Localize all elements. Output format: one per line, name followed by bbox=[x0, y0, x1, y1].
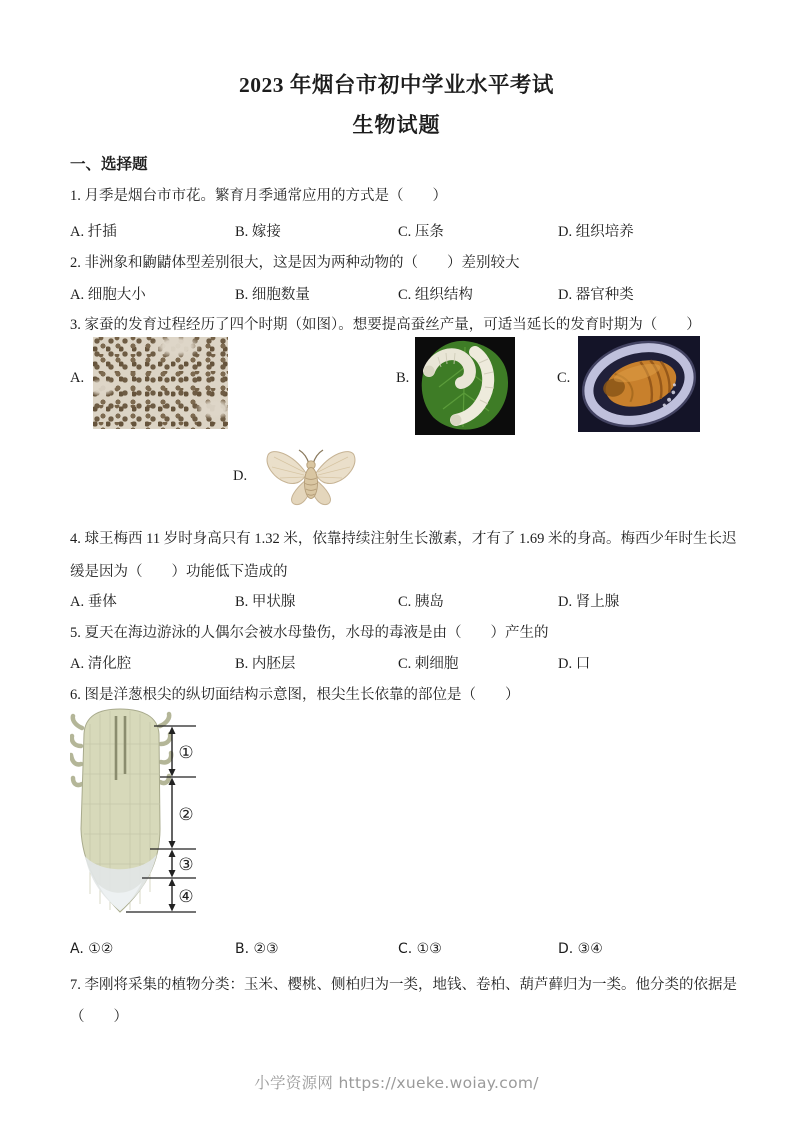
question-1-option-d: D. 组织培养 bbox=[558, 224, 634, 240]
question-5-option-a: A. 清化腔 bbox=[70, 656, 132, 672]
silkworm-moth-image bbox=[262, 445, 360, 507]
question-1-options bbox=[70, 220, 740, 241]
root-zone-label-2: ② bbox=[178, 805, 194, 825]
paper-title: 2023 年烟台市初中学业水平考试 bbox=[239, 73, 554, 97]
question-6-text: 6. 图是洋葱根尖的纵切面结构示意图，根尖生长依靠的部位是（ ） bbox=[70, 687, 520, 703]
question-5-options bbox=[70, 652, 740, 673]
question-2-text: 2. 非洲象和鼩鼱体型差别很大，这是因为两种动物的（ ）差别较大 bbox=[70, 255, 520, 271]
image-label-b: B. bbox=[396, 370, 410, 386]
question-6-options bbox=[70, 941, 740, 957]
image-label-d: D. bbox=[233, 468, 248, 484]
silkworm-larvae-image bbox=[415, 337, 515, 435]
question-6-option-d: D. ③④ bbox=[558, 941, 603, 957]
question-1-option-c: C. 压条 bbox=[398, 224, 444, 240]
question-6-option-c: C. ①③ bbox=[398, 941, 442, 957]
question-4-text-line1: 4. 球王梅西 11 岁时身高只有 1.32 米，依靠持续注射生长激素，才有了 1.69 米的身高。梅西少年时生长迟 bbox=[70, 531, 737, 547]
question-1-option-b: B. 嫁接 bbox=[235, 224, 281, 240]
question-4-text-line2: 缓是因为（ ）功能低下造成的 bbox=[70, 564, 288, 580]
silkworm-pupa-image bbox=[578, 336, 700, 432]
silkworm-eggs-image bbox=[93, 337, 228, 429]
question-4-option-b: B. 甲状腺 bbox=[235, 594, 296, 610]
question-2-options bbox=[70, 283, 740, 304]
root-zone-label-1: ① bbox=[178, 743, 194, 763]
question-5-option-d: D. 口 bbox=[558, 656, 591, 672]
footer-site-url[interactable]: https://xueke.woiay.com/ bbox=[338, 1074, 539, 1092]
question-2-option-a: A. 细胞大小 bbox=[70, 287, 146, 303]
onion-root-tip-diagram bbox=[70, 704, 198, 919]
image-label-a: A. bbox=[70, 370, 85, 386]
question-2-option-d: D. 器官种类 bbox=[558, 287, 634, 303]
question-4-option-d: D. 肾上腺 bbox=[558, 594, 620, 610]
footer-site-name: 小学资源网 bbox=[254, 1074, 334, 1092]
question-4-option-c: C. 胰岛 bbox=[398, 594, 444, 610]
question-7-text-line1: 7. 李刚将采集的植物分类：玉米、樱桃、侧柏归为一类，地钱、卷柏、葫芦藓归为一类。他分类的依据是 bbox=[70, 977, 737, 993]
question-3-text: 3. 家蚕的发育过程经历了四个时期（如图）。想要提高蚕丝产量，可适当延长的发育时期为（ ） bbox=[70, 317, 701, 333]
question-4-options bbox=[70, 590, 740, 611]
paper-subtitle: 生物试题 bbox=[352, 113, 441, 137]
question-5-text: 5. 夏天在海边游泳的人偶尔会被水母蛰伤，水母的毒液是由（ ）产生的 bbox=[70, 625, 549, 641]
question-4-option-a: A. 垂体 bbox=[70, 594, 117, 610]
question-2-option-b: B. 细胞数量 bbox=[235, 287, 310, 303]
root-zone-label-3: ③ bbox=[178, 855, 194, 875]
question-5-option-c: C. 刺细胞 bbox=[398, 656, 459, 672]
question-1-option-a: A. 扦插 bbox=[70, 224, 117, 240]
section-heading: 一、选择题 bbox=[70, 156, 148, 173]
question-6-option-a: A. ①② bbox=[70, 941, 114, 957]
image-label-c: C. bbox=[557, 370, 571, 386]
question-6-option-b: B. ②③ bbox=[235, 941, 279, 957]
footer-watermark bbox=[0, 1071, 793, 1093]
question-2-option-c: C. 组织结构 bbox=[398, 287, 473, 303]
question-5-option-b: B. 内胚层 bbox=[235, 656, 296, 672]
question-1-text: 1. 月季是烟台市市花。繁育月季通常应用的方式是（ ） bbox=[70, 188, 447, 204]
question-7-text-line2: （ ） bbox=[70, 1009, 128, 1025]
root-zone-label-4: ④ bbox=[178, 887, 194, 907]
